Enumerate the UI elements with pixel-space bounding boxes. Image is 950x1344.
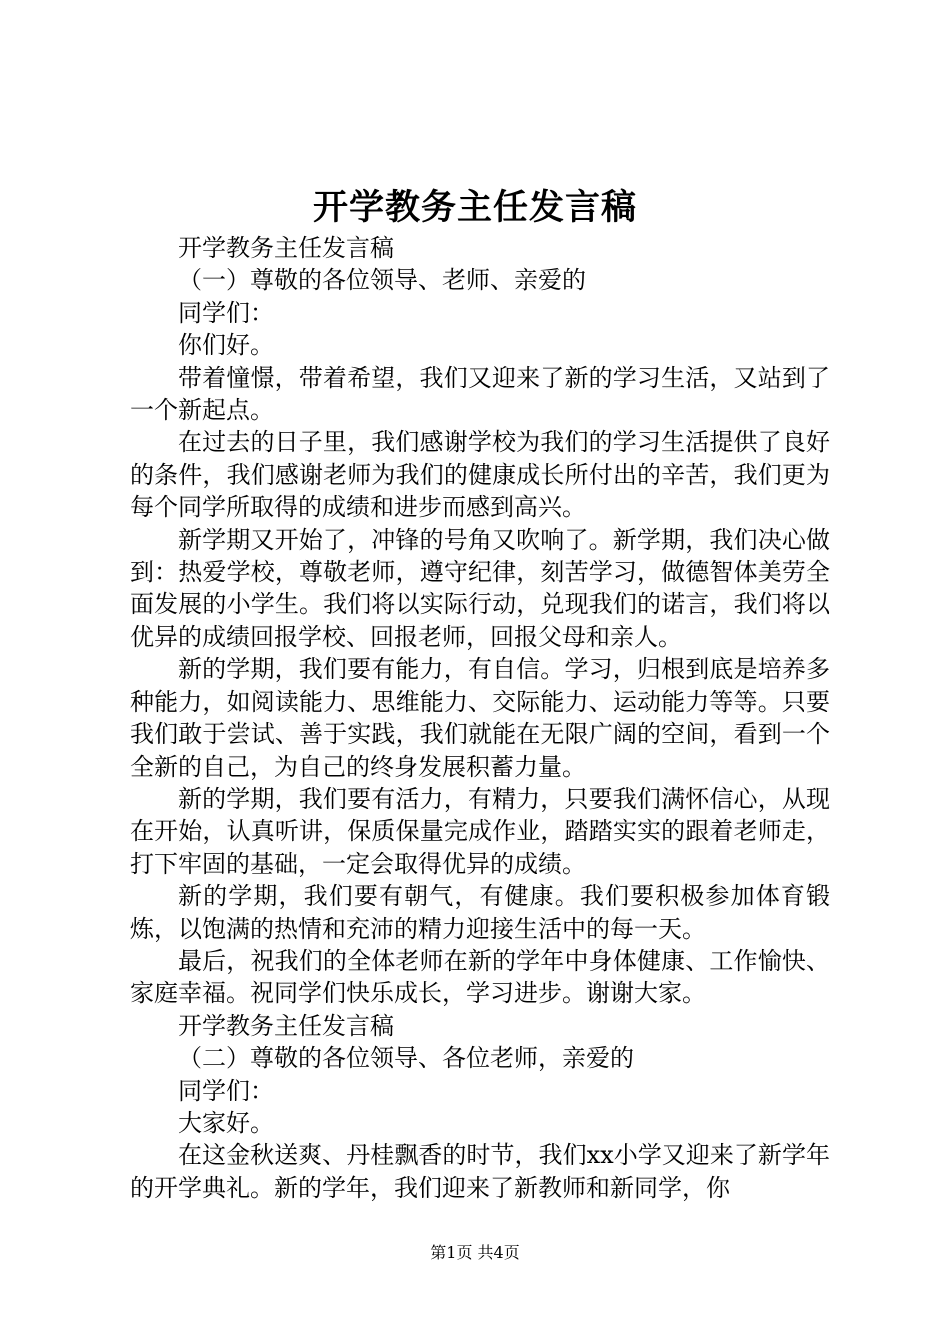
paragraph: （一）尊敬的各位领导、老师、亲爱的 <box>178 266 586 295</box>
document-body <box>130 232 830 1204</box>
paragraph: 开学教务主任发言稿 <box>178 1011 394 1040</box>
paragraph: 大家好。 <box>178 1108 274 1137</box>
paragraph: 新学期又开始了，冲锋的号角又吹响了。新学期，我们决心做到：热爱学校，尊敬老师，遵守纪律，刻苦学习，做德智体美劳全面发展的小学生。我们将以实际行动，兑现我们的诺言，我们将以优异的成绩回报学校、回报老师，回报父母和亲人。 <box>130 525 830 651</box>
paragraph: （二）尊敬的各位领导、各位老师，亲爱的 <box>178 1044 634 1073</box>
paragraph: 带着憧憬，带着希望，我们又迎来了新的学习生活，又站到了一个新起点。 <box>130 363 830 425</box>
page-title: 开学教务主任发言稿 <box>312 187 637 228</box>
paragraph: 同学们： <box>178 1076 274 1105</box>
paragraph: 在过去的日子里，我们感谢学校为我们的学习生活提供了良好的条件，我们感谢老师为我们的健康成长所付出的辛苦，我们更为每个同学所取得的成绩和进步而感到高兴。 <box>130 428 830 522</box>
page-footer: 第1页 共4页 <box>430 1243 520 1262</box>
paragraph: 在这金秋送爽、丹桂飘香的时节，我们xx小学又迎来了新学年的开学典礼。新的学年，我们迎来了新教师和新同学，你 <box>130 1141 830 1202</box>
paragraph: 新的学期，我们要有朝气，有健康。我们要积极参加体育锻炼，以饱满的热情和充沛的精力迎接生活中的每一天。 <box>130 882 830 943</box>
paragraph: 新的学期，我们要有活力，有精力，只要我们满怀信心，从现在开始，认真听讲，保质保量完成作业，踏踏实实的跟着老师走，打下牢固的基础，一定会取得优异的成绩。 <box>130 784 830 878</box>
paragraph: 你们好。 <box>178 331 274 360</box>
paragraph: 新的学期，我们要有能力，有自信。学习，归根到底是培养多种能力，如阅读能力、思维能力、交际能力、运动能力等等。只要我们敢于尝试、善于实践，我们就能在无限广阔的空间，看到一个全新的自己，为自己的终身发展积蓄力量。 <box>130 655 830 781</box>
paragraph: 开学教务主任发言稿 <box>178 234 394 262</box>
paragraph: 同学们： <box>178 298 274 327</box>
paragraph: 最后，祝我们的全体老师在新的学年中身体健康、工作愉快、家庭幸福。祝同学们快乐成长，学习进步。谢谢大家。 <box>130 946 830 1008</box>
